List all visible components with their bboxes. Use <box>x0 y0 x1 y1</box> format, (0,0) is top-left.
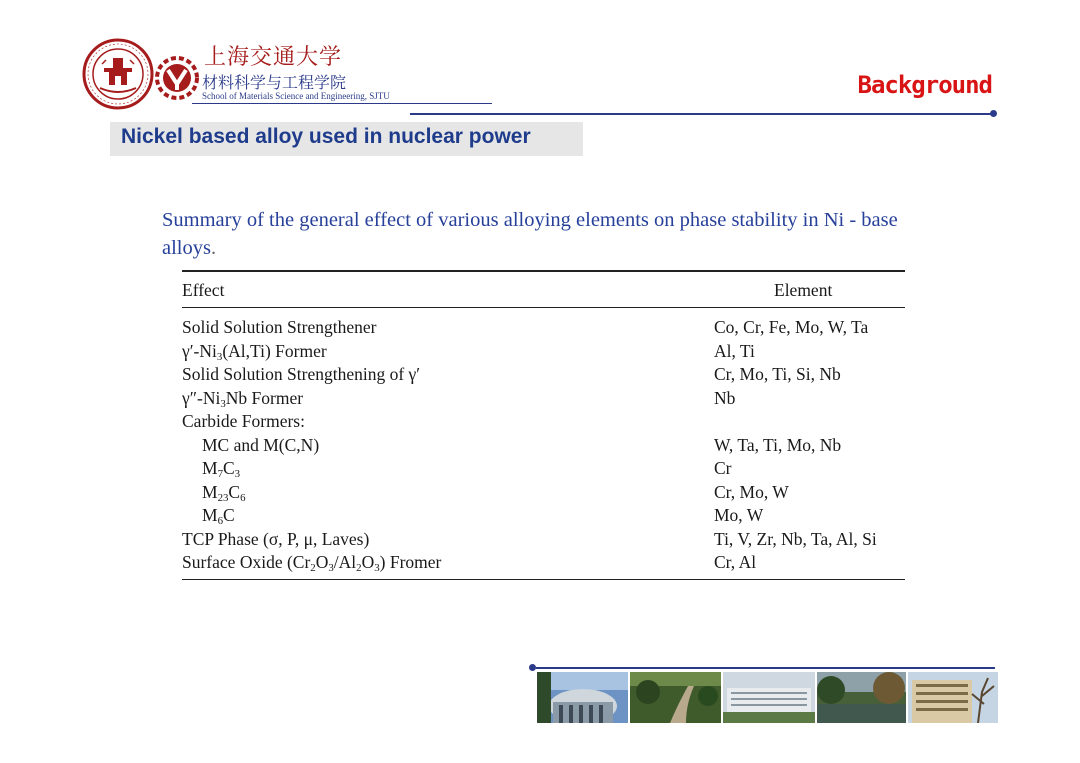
university-seal-icon <box>82 38 154 110</box>
table-caption-text: Summary of the general effect of various alloying elements on phase stability in Ni - base alloys <box>162 209 898 259</box>
column-header-effect: Effect <box>182 279 225 300</box>
effect-cell: TCP Phase (σ, P, μ, Laves) <box>182 528 370 549</box>
table-row <box>182 504 905 528</box>
element-cell: Nb <box>714 387 736 408</box>
table-caption-period: . <box>210 237 217 259</box>
engineering-gear-icon <box>154 50 200 102</box>
element-cell: Cr, Mo, W <box>714 481 789 502</box>
table-row <box>182 340 905 364</box>
campus-photo-rotunda <box>537 672 628 723</box>
column-header-element: Element <box>774 279 833 300</box>
effect-cell: $M_{23}C_6$ <box>202 481 246 504</box>
effect-cell: MC and M(C,N) <box>202 434 320 455</box>
element-cell: Cr, Mo, Ti, Si, Nb <box>714 364 841 384</box>
table-caption <box>162 206 922 262</box>
element-cell: Ti, V, Zr, Nb, Ta, Al, Si <box>714 528 877 549</box>
header-divider-dot <box>990 110 997 117</box>
table-row <box>182 481 905 505</box>
effect-cell: Surface Oxide $(Cr_2O_3/Al_2O_3)$ Fromer <box>182 552 442 574</box>
campus-photo-strip <box>537 672 998 723</box>
effect-cell: Carbide Formers: <box>182 411 305 431</box>
element-cell: W, Ta, Ti, Mo, Nb <box>714 434 842 455</box>
element-cell: Cr <box>714 458 732 478</box>
campus-photo-path <box>630 672 721 723</box>
table-row <box>182 410 905 434</box>
slide-label: Background <box>857 71 992 99</box>
school-name-en: School of Materials Science and Engineering, SJTU <box>202 91 390 101</box>
campus-photo-building <box>723 672 815 723</box>
table-row <box>182 457 905 481</box>
header-divider <box>410 113 992 115</box>
alloying-elements-table <box>182 270 905 580</box>
campus-photo-lake <box>817 672 906 723</box>
effect-cell: Solid Solution Strengthener <box>182 317 377 337</box>
school-name-cn: 材料科学与工程学院 <box>202 73 347 92</box>
table-row <box>182 551 905 575</box>
footer-divider <box>536 667 995 669</box>
table-row <box>182 363 905 387</box>
effect-cell: $M_7C_3$ <box>202 458 241 480</box>
university-name-cn: 上海交通大学 <box>204 45 343 70</box>
effect-cell: Solid Solution Strengthening of γ′ <box>182 364 421 384</box>
table-row <box>182 434 905 458</box>
effect-cell: $\gamma''-Ni_3Nb$ Former <box>182 387 304 410</box>
effect-cell: $\gamma'-Ni_3(Al,Ti)$ Former <box>182 340 327 363</box>
table-bottom-rule <box>182 579 905 581</box>
element-cell: Cr, Al <box>714 552 757 572</box>
section-title: Nickel based alloy used in nuclear power <box>110 122 583 156</box>
logo-underline <box>192 103 492 104</box>
table-row <box>182 316 905 340</box>
table-header <box>182 272 905 307</box>
campus-photo-dormitory <box>908 672 998 723</box>
table-row <box>182 387 905 411</box>
table-body <box>182 308 905 575</box>
element-cell: Al, Ti <box>714 340 755 361</box>
element-cell: Mo, W <box>714 505 764 525</box>
school-logo <box>82 38 412 110</box>
footer-divider-dot <box>529 664 536 671</box>
table-row <box>182 528 905 552</box>
element-cell: Co, Cr, Fe, Mo, W, Ta <box>714 317 869 337</box>
effect-cell: $M_6C$ <box>202 505 235 527</box>
